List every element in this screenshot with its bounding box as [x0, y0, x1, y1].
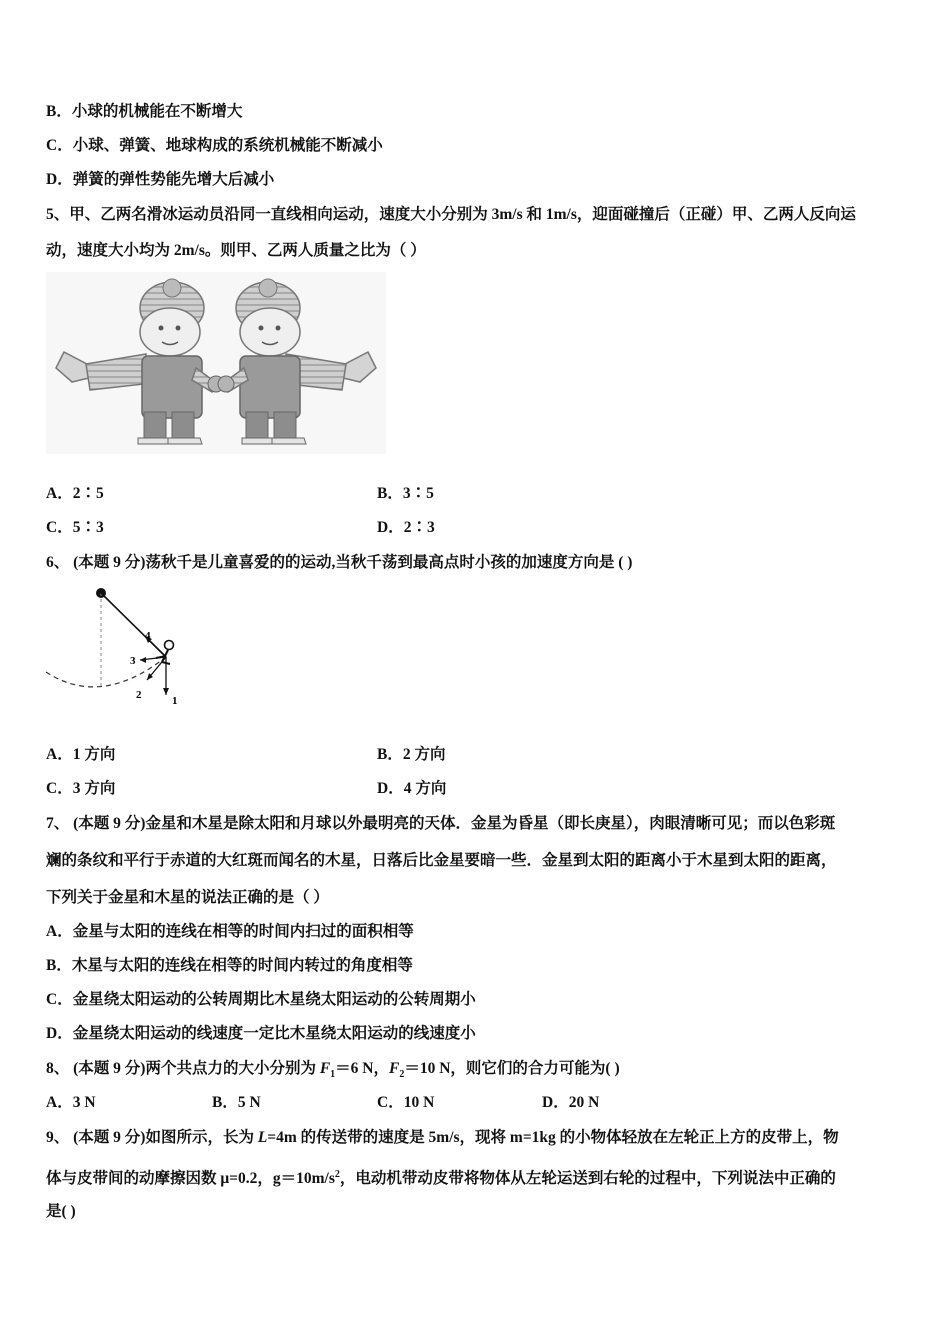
q8-stem-part-a: 8、 (本题 9 分)两个共点力的大小分别为 [46, 1060, 320, 1077]
swing-label-4: 4 [145, 630, 151, 642]
q8-option-d: D．20 N [542, 1094, 600, 1111]
q6-option-d: D．4 方向 [377, 780, 447, 797]
q5-option-b: B．3∶5 [377, 485, 434, 502]
q9-l1-part-b: =4m 的传送带的速度是 5m/s，现将 m=1kg 的小物体轻放在左轮正上方的皮带上，物 [267, 1129, 839, 1146]
q9-stem-line3: 是( ) [46, 1203, 76, 1220]
q8-f2-sub: 2 [399, 1069, 405, 1081]
q7-option-a: A．金星与太阳的连线在相等的时间内扫过的面积相等 [46, 923, 414, 940]
q6-stem: 6、 (本题 9 分)荡秋千是儿童喜爱的的运动,当秋千荡到最高点时小孩的加速度方向是 ( ) [46, 554, 633, 571]
q6-option-c: C．3 方向 [46, 780, 116, 797]
swing-label-1: 1 [172, 695, 178, 707]
q8-stem-part-b: ＝6 N， [335, 1060, 389, 1077]
skaters-figure [46, 272, 386, 454]
q8-f2: F [389, 1060, 400, 1077]
q4-option-d: D．弹簧的弹性势能先增大后减小 [46, 171, 275, 188]
q9-stem-line1 [46, 1128, 839, 1148]
q8-option-c: C．10 N [377, 1094, 435, 1111]
q8-option-a: A．3 N [46, 1094, 96, 1111]
q7-option-d: D．金星绕太阳运动的线速度一定比木星绕太阳运动的线速度小 [46, 1025, 476, 1042]
q4-option-c: C．小球、弹簧、地球构成的系统机械能不断减小 [46, 137, 383, 154]
q8-stem [46, 1059, 620, 1085]
q5-option-d: D．2∶3 [377, 519, 435, 536]
swing-label-2: 2 [136, 689, 142, 701]
q8-option-b: B．5 N [212, 1094, 261, 1111]
q9-l2-part-b: ，电动机带动皮带将物体从左轮运送到右轮的过程中，下列说法中正确的 [339, 1170, 836, 1188]
q6-option-b: B．2 方向 [377, 746, 446, 763]
q7-stem-line3: 下列关于金星和木星的说法正确的是（ ） [46, 889, 329, 906]
q8-f1-sub: 1 [330, 1069, 336, 1081]
q9-l1-part-a: 9、 (本题 9 分)如图所示，长为 [46, 1129, 258, 1146]
q8-f1: F [319, 1060, 331, 1077]
q5-stem-line1: 5、甲、乙两名滑冰运动员沿同一直线相向运动，速度大小分别为 3m/s 和 1m/s，迎面碰撞后（正碰）甲、乙两人反向运 [46, 206, 856, 223]
q4-option-b: B．小球的机械能在不断增大 [46, 103, 243, 120]
q5-stem-line2: 动，速度大小均为 2m/s。则甲、乙两人质量之比为（ ） [46, 242, 426, 259]
q6-option-a: A．1 方向 [46, 746, 116, 763]
q7-option-c: C．金星绕太阳运动的公转周期比木星绕太阳运动的公转周期小 [46, 991, 476, 1008]
q7-option-b: B．木星与太阳的连线在相等的时间内转过的角度相等 [46, 957, 413, 974]
q7-stem-line1: 7、 (本题 9 分)金星和木星是除太阳和月球以外最明亮的天体．金星为昏星（即长庚星），肉眼清晰可见；而以色彩斑 [46, 815, 836, 832]
q5-option-a: A．2∶5 [46, 485, 104, 502]
q9-l2-sup: 2 [334, 1169, 340, 1180]
q9-stem-line2 [46, 1165, 836, 1189]
swing-label-3: 3 [130, 655, 136, 667]
q9-l2-part-a: 体与皮带间的动摩擦因数 μ=0.2，g＝10m/s [46, 1170, 335, 1188]
q5-option-c: C．5∶3 [46, 519, 104, 536]
q8-stem-part-c: ＝10 N，则它们的合力可能为( ) [404, 1060, 620, 1077]
q7-stem-line2: 斓的条纹和平行于赤道的大红斑而闻名的木星，日落后比金星要暗一些．金星到太阳的距离小于木星到太阳的距离， [46, 852, 837, 869]
q9-l1-L: L [257, 1129, 268, 1146]
swing-figure [44, 584, 194, 714]
